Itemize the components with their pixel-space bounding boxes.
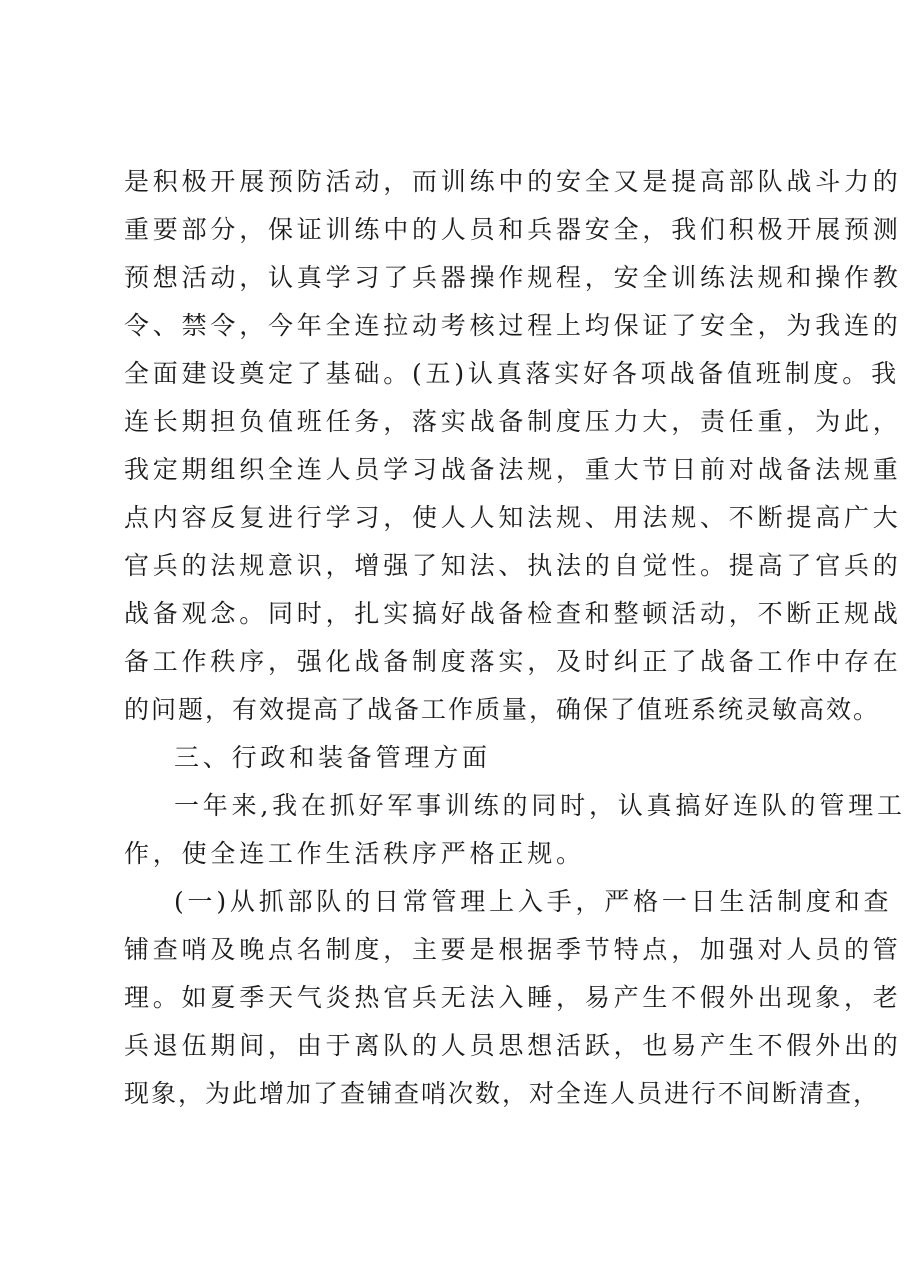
text-line: 官兵的法规意识，增强了知法、执法的自觉性。提高了官兵的 xyxy=(124,551,902,580)
text-line: 是积极开展预防活动，而训练中的安全又是提高部队战斗力的 xyxy=(124,167,902,196)
document-body xyxy=(124,158,906,1118)
text-line: 战备观念。同时，扎实搞好战备检查和整顿活动，不断正规战 xyxy=(124,599,902,628)
text-line: 兵退伍期间，由于离队的人员思想活跃，也易产生不假外出的 xyxy=(124,1031,902,1060)
text-line: 备工作秩序，强化战备制度落实，及时纠正了战备工作中存在 xyxy=(124,647,902,676)
text-line: 理。如夏季天气炎热官兵无法入睡，易产生不假外出现象，老 xyxy=(124,983,902,1012)
text-line: 作，使全连工作生活秩序严格正规。 xyxy=(124,839,585,868)
text-line: 重要部分，保证训练中的人员和兵器安全，我们积极开展预测 xyxy=(124,215,902,244)
text-line: 的问题，有效提高了战备工作质量，确保了值班系统灵敏高效。 xyxy=(124,695,881,724)
text-line: 连长期担负值班任务，落实战备制度压力大，责任重，为此， xyxy=(124,407,902,436)
text-line: 全面建设奠定了基础。(五)认真落实好各项战备值班制度。我 xyxy=(124,359,900,388)
text-line: 令、禁令，今年全连拉动考核过程上均保证了安全，为我连的 xyxy=(124,311,902,340)
text-line: (一)从抓部队的日常管理上入手，严格一日生活制度和查 xyxy=(174,887,893,916)
section-heading: 三、行政和装备管理方面 xyxy=(174,743,491,772)
text-line: 现象，为此增加了查铺查哨次数，对全连人员进行不间断清查， xyxy=(124,1079,881,1108)
text-line: 铺查哨及晚点名制度，主要是根据季节特点，加强对人员的管 xyxy=(124,935,902,964)
text-line: 点内容反复进行学习，使人人知法规、用法规、不断提高广大 xyxy=(124,503,902,532)
text-line: 一年来,我在抓好军事训练的同时，认真搞好连队的管理工 xyxy=(174,791,906,820)
text-line: 预想活动，认真学习了兵器操作规程，安全训练法规和操作教 xyxy=(124,263,902,292)
text-line: 我定期组织全连人员学习战备法规，重大节日前对战备法规重 xyxy=(124,455,902,484)
